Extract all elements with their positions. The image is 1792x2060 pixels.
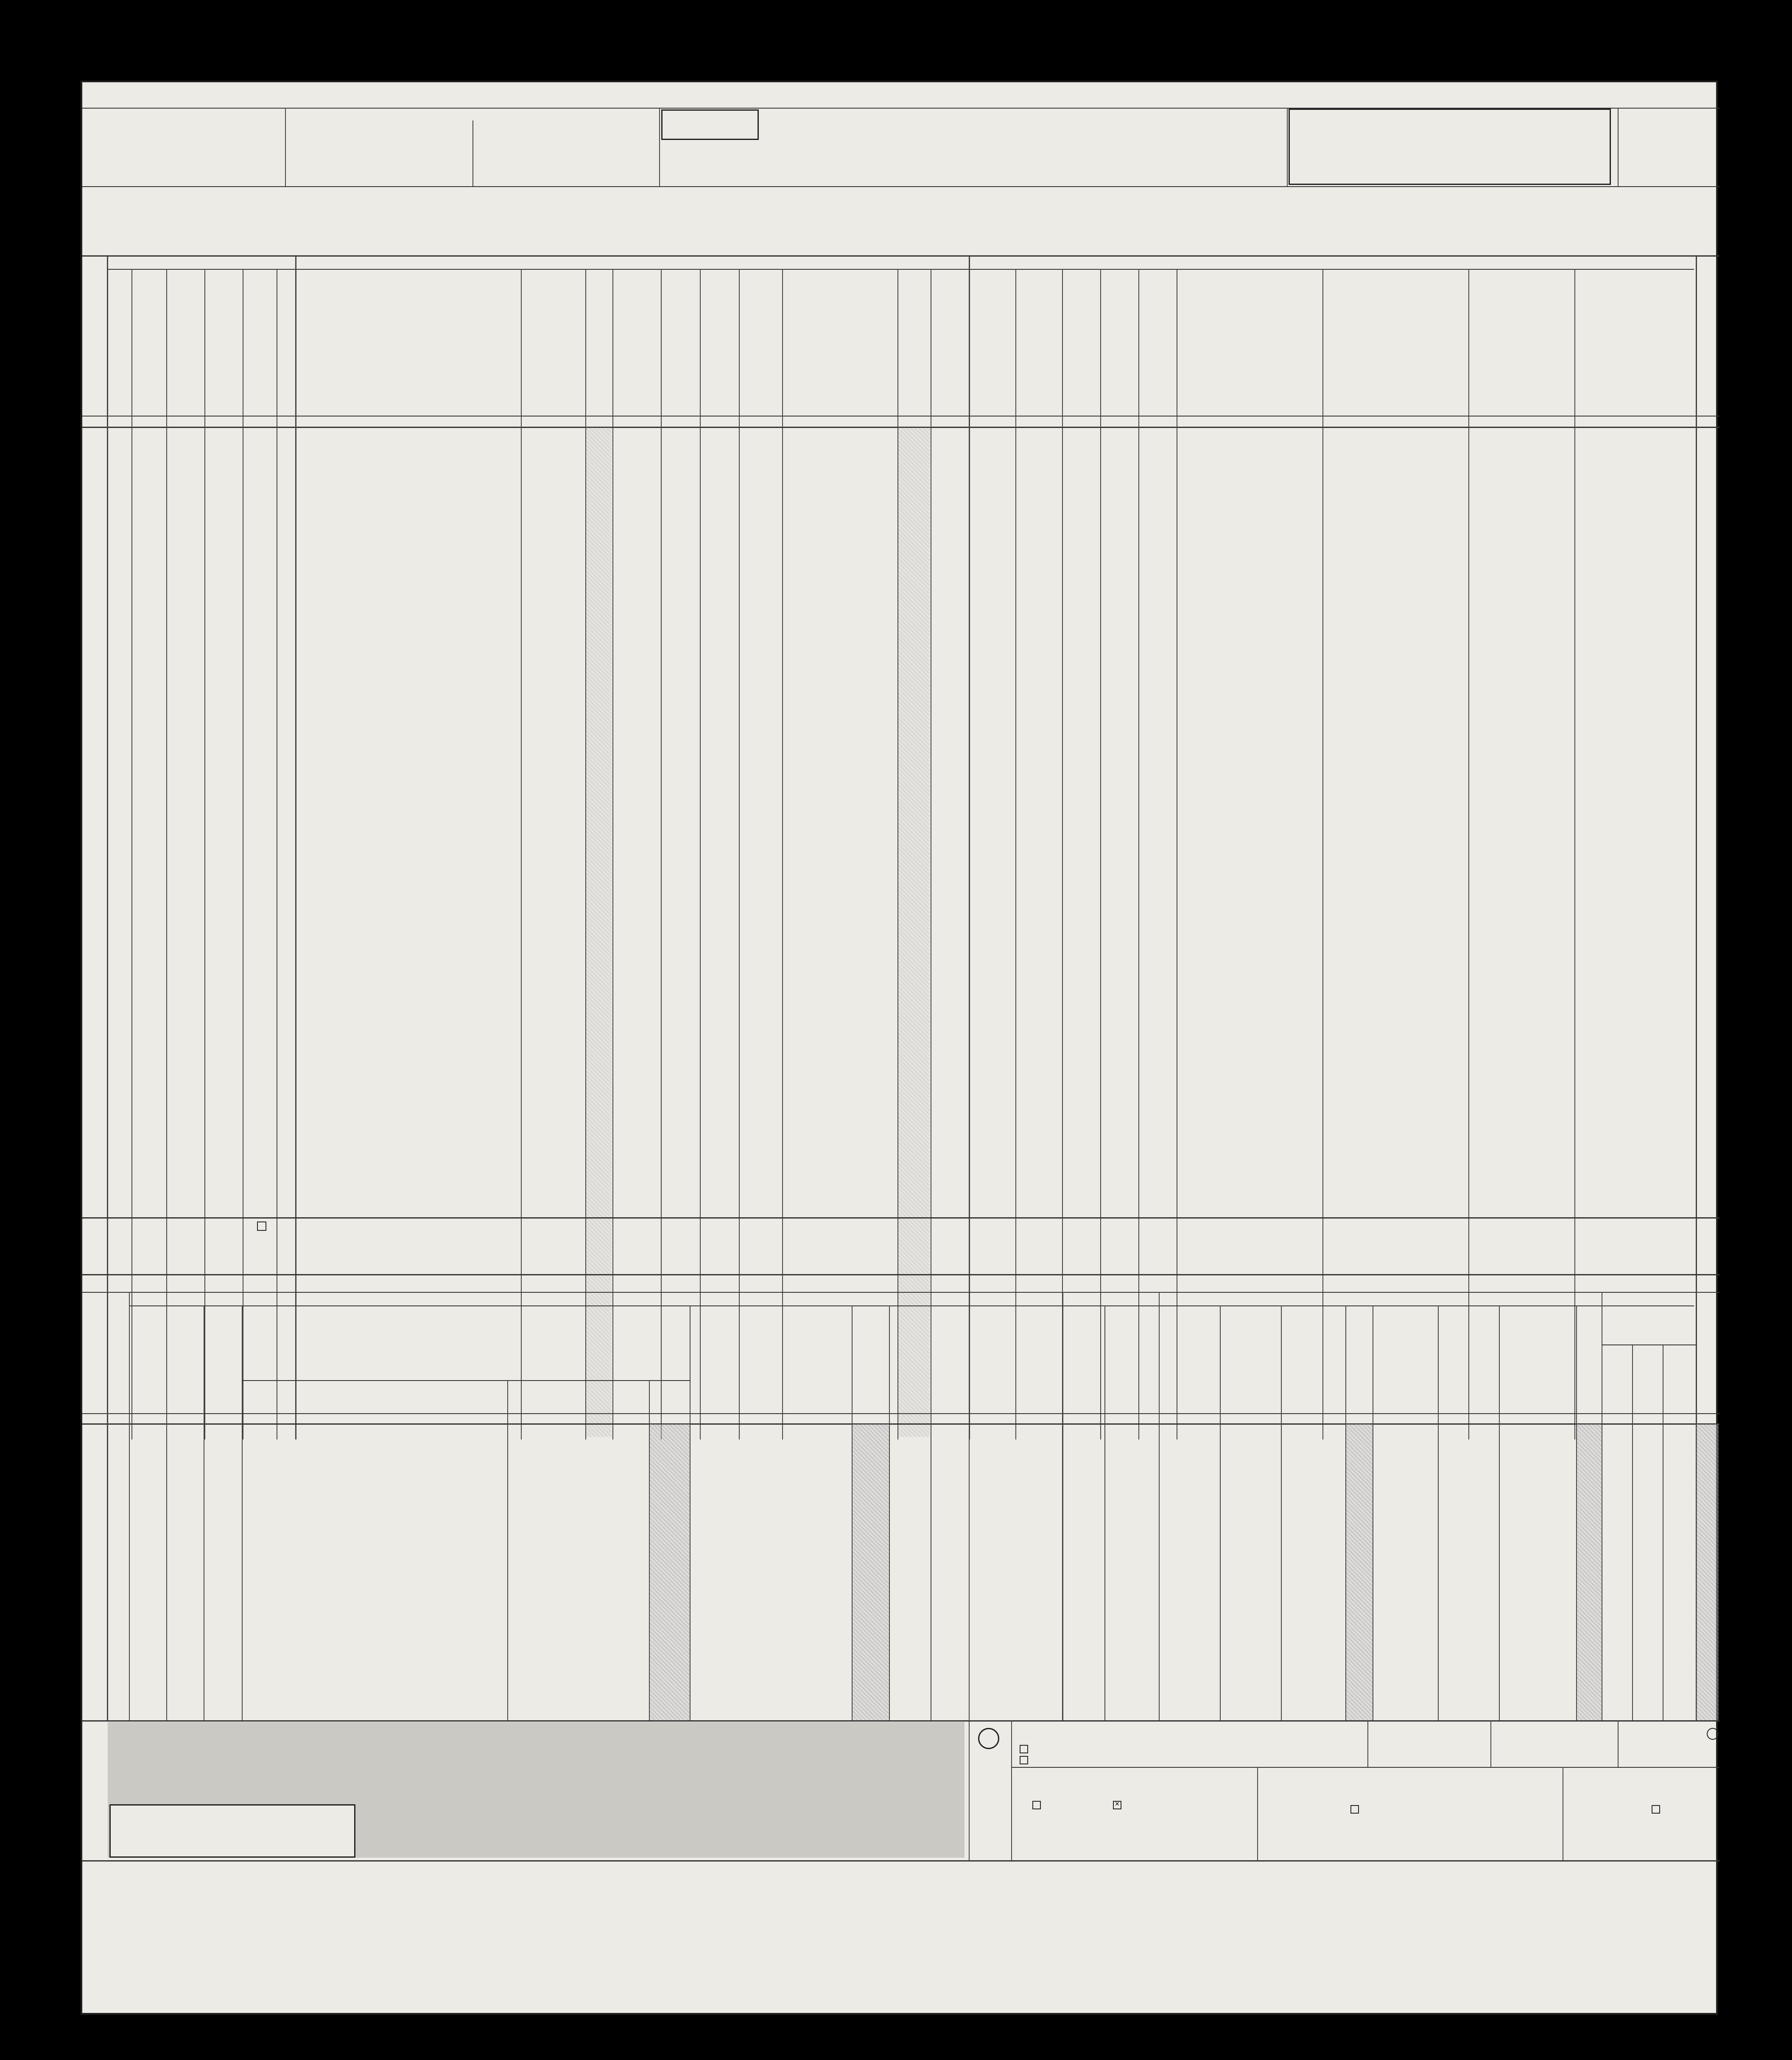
q34-no-checkbox[interactable] bbox=[1020, 1756, 1028, 1764]
samp-q29 bbox=[1063, 1308, 1104, 1410]
samp-leave-e bbox=[853, 1382, 888, 1412]
q38-none-checkbox[interactable] bbox=[1652, 1805, 1660, 1814]
samp-q24b bbox=[508, 1382, 648, 1412]
samp-q32c bbox=[1500, 1308, 1576, 1410]
cont-circle bbox=[978, 1728, 999, 1749]
samp-q28 bbox=[970, 1308, 1061, 1410]
samp-q26 bbox=[890, 1308, 930, 1410]
samp-q23 bbox=[204, 1308, 241, 1414]
samp-q27 bbox=[931, 1308, 968, 1410]
samp-q33 bbox=[1602, 1308, 1694, 1342]
samp-leave-h bbox=[1697, 1308, 1719, 1410]
samp-leave-d bbox=[651, 1382, 689, 1412]
samp-q32a bbox=[1373, 1308, 1437, 1410]
samp-q25 bbox=[691, 1308, 852, 1410]
q34-yes-checkbox[interactable] bbox=[1020, 1745, 1028, 1753]
samp-q24 bbox=[243, 1308, 651, 1359]
samp-q24a bbox=[243, 1382, 506, 1412]
samp-q33c bbox=[1663, 1346, 1696, 1410]
q37-less-checkbox[interactable] bbox=[1350, 1805, 1359, 1814]
samp-q31c bbox=[1282, 1308, 1345, 1410]
sample-rows bbox=[82, 1424, 1719, 1721]
samp-q33a bbox=[1602, 1346, 1632, 1410]
samp-q32b bbox=[1439, 1308, 1498, 1410]
census-sheet bbox=[81, 81, 1718, 2015]
samp-col-line bbox=[83, 1308, 105, 1410]
q36-yes-checkbox[interactable] bbox=[1032, 1801, 1041, 1809]
sample-markers bbox=[82, 82, 1719, 1439]
samp-q33b bbox=[1633, 1346, 1663, 1410]
samp-leave-f bbox=[1346, 1382, 1372, 1412]
samp-q30 bbox=[1105, 1308, 1158, 1410]
margin-circle bbox=[1707, 1728, 1719, 1740]
samp-leave-g bbox=[1577, 1382, 1601, 1412]
samp-q31b bbox=[1221, 1308, 1280, 1410]
district-office-box bbox=[109, 1804, 355, 1858]
q36-no-checkbox[interactable]: ✕ bbox=[1113, 1801, 1121, 1809]
items32-block bbox=[621, 1724, 952, 1731]
samp-q22 bbox=[167, 1308, 204, 1414]
sample-column-numbers bbox=[82, 1414, 1719, 1423]
samp-q21 bbox=[130, 1308, 166, 1414]
continued-checkbox[interactable] bbox=[257, 1221, 266, 1231]
samp-q31a bbox=[1160, 1308, 1219, 1410]
